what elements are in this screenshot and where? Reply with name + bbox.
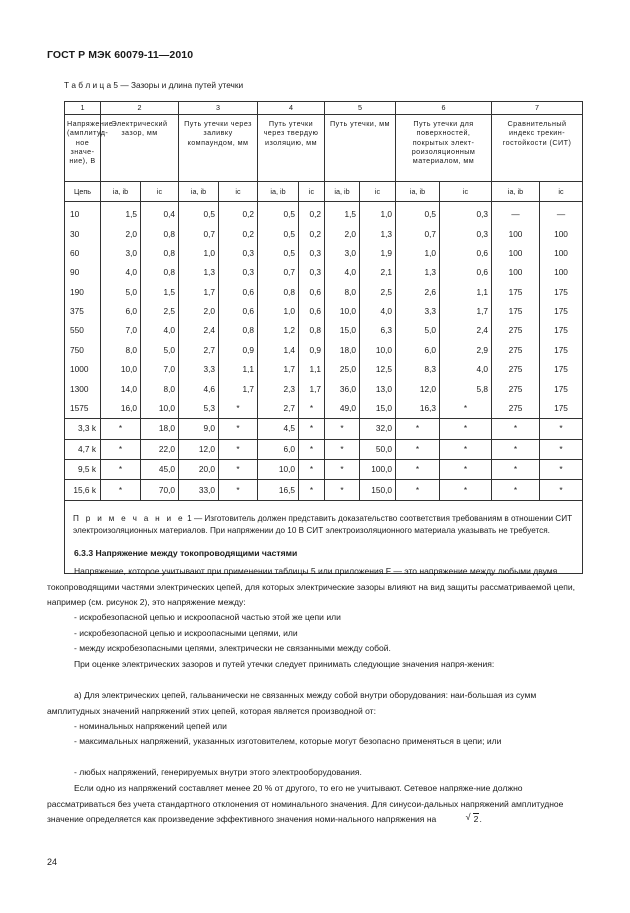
- table-cell: 0,2: [219, 224, 258, 243]
- table-cell: 12,0: [179, 439, 219, 459]
- column-number: 1: [65, 102, 101, 115]
- table-cell: 1,1: [299, 360, 325, 379]
- table-cell: 100,0: [360, 460, 396, 480]
- table-cell: 13,0: [360, 380, 396, 399]
- table-cell: 1,3: [396, 263, 440, 282]
- paragraph: [47, 781, 583, 828]
- column-number-row: [65, 102, 583, 115]
- table-cell: 10,0: [258, 460, 299, 480]
- sub-header-cell: ia, ib: [396, 182, 440, 202]
- table-cell: 100: [540, 263, 583, 282]
- table-cell: 175: [540, 360, 583, 379]
- table-cell: *: [492, 419, 540, 439]
- table-row: [65, 321, 583, 340]
- table-cell: 1,7: [219, 380, 258, 399]
- column-number: 7: [492, 102, 583, 115]
- table-cell: 1,5: [101, 202, 141, 225]
- table-cell: 2,4: [440, 321, 492, 340]
- column-number: 4: [258, 102, 325, 115]
- table-cell: 275: [492, 321, 540, 340]
- paragraph: а) Для электрических цепей, гальванически не связанных между собой внутри оборудования: наи-большая из сумм амплитудных значений напряжений этих цепей, которая является производной от:: [47, 690, 537, 716]
- table-cell: 9,0: [179, 419, 219, 439]
- sub-header-row: [65, 182, 583, 202]
- table-cell: 16,0: [101, 399, 141, 419]
- voltage-cell: 1000: [65, 360, 101, 379]
- table-cell: 175: [540, 283, 583, 302]
- table-cell: 6,0: [258, 439, 299, 459]
- voltage-cell: 550: [65, 321, 101, 340]
- table-note-word: П р и м е ч а н и е: [73, 513, 185, 523]
- table-cell: *: [299, 399, 325, 419]
- table-cell: 12,0: [396, 380, 440, 399]
- column-header-creepage-solid: Путь утечки через твердую изоляцию, мм: [258, 115, 325, 182]
- table-cell: 100: [540, 244, 583, 263]
- table-cell: *: [219, 439, 258, 459]
- table-cell: 0,8: [299, 321, 325, 340]
- table-row: [65, 244, 583, 263]
- voltage-cell: 9,5 k: [65, 460, 101, 480]
- column-header-cti: Сравнительный индекс трекин-гостойкости (СИТ): [492, 115, 583, 182]
- table-cell: *: [219, 399, 258, 419]
- voltage-cell: 10: [65, 202, 101, 225]
- table-cell: 25,0: [325, 360, 360, 379]
- square-root: [439, 812, 480, 828]
- table-cell: 0,6: [440, 263, 492, 282]
- table-cell: *: [299, 460, 325, 480]
- sub-header-cell: ia, ib: [492, 182, 540, 202]
- table-cell: *: [540, 460, 583, 480]
- table-cell: —: [540, 202, 583, 225]
- table-cell: 2,3: [258, 380, 299, 399]
- table-cell: 5,0: [101, 283, 141, 302]
- table-cell: *: [325, 419, 360, 439]
- table-cell: 8,0: [325, 283, 360, 302]
- table-cell: 275: [492, 341, 540, 360]
- table-row: [65, 360, 583, 379]
- sub-header-circuit: Цепь: [65, 182, 101, 202]
- table-cell: 0,7: [258, 263, 299, 282]
- voltage-cell: 190: [65, 283, 101, 302]
- table-row: [65, 380, 583, 399]
- table-cell: 1,7: [299, 380, 325, 399]
- list-item: - максимальных напряжений, указанных изготовителем, которые могут безопасно применяться в цепи; или: [74, 736, 502, 746]
- list-item: - искробезопасной цепью и искроопасной частью этой же цепи или: [74, 612, 341, 622]
- table-cell: *: [219, 419, 258, 439]
- sub-header-cell: ia, ib: [101, 182, 141, 202]
- sub-header-cell: ic: [141, 182, 179, 202]
- table-cell: 10,0: [360, 341, 396, 360]
- table-cell: 6,0: [396, 341, 440, 360]
- table-cell: *: [101, 480, 141, 500]
- table-cell: 1,3: [360, 224, 396, 243]
- table-cell: 1,0: [258, 302, 299, 321]
- table-cell: 1,7: [179, 283, 219, 302]
- list-item: - между искробезопасными цепями, электрически не связанными между собой.: [74, 643, 391, 653]
- table-cell: 150,0: [360, 480, 396, 500]
- table-cell: *: [325, 439, 360, 459]
- column-header-creepage-coated: Путь утечки для поверхностей, покрытых элект-роизоляционным материалом, мм: [396, 115, 492, 182]
- table-cell: *: [325, 480, 360, 500]
- table-cell: 12,5: [360, 360, 396, 379]
- table-cell: 5,3: [179, 399, 219, 419]
- table-cell: 4,0: [101, 263, 141, 282]
- table-cell: 100: [492, 224, 540, 243]
- table-cell: *: [101, 419, 141, 439]
- table-cell: 0,5: [258, 224, 299, 243]
- table-cell: 8,0: [101, 341, 141, 360]
- table-cell: 4,5: [258, 419, 299, 439]
- voltage-cell: 1575: [65, 399, 101, 419]
- voltage-cell: 4,7 k: [65, 439, 101, 459]
- column-number: 5: [325, 102, 396, 115]
- table-cell: *: [299, 439, 325, 459]
- table-row: [65, 263, 583, 282]
- voltage-cell: 375: [65, 302, 101, 321]
- table-cell: 100: [492, 244, 540, 263]
- table-cell: 175: [540, 302, 583, 321]
- table-cell: 2,1: [360, 263, 396, 282]
- table-cell: 0,3: [299, 244, 325, 263]
- table-cell: 36,0: [325, 380, 360, 399]
- column-header-creepage: Путь утечки, мм: [325, 115, 396, 182]
- table-cell: 0,7: [179, 224, 219, 243]
- table-cell: 0,3: [299, 263, 325, 282]
- table-cell: 5,8: [440, 380, 492, 399]
- column-number: 3: [179, 102, 258, 115]
- table-note-text: 1 — Изготовитель должен представить доказательство соответствия требованиям в отношении СИТ электроизоляционных материалов. При напряжении до 10 В СИТ электроизоляционного материала указывать не требуется.: [73, 513, 573, 536]
- table-cell: *: [440, 460, 492, 480]
- table-cell: 4,0: [141, 321, 179, 340]
- table-cell: 1,5: [141, 283, 179, 302]
- table-cell: 2,9: [440, 341, 492, 360]
- table-cell: 6,0: [101, 302, 141, 321]
- table-cell: 45,0: [141, 460, 179, 480]
- table-cell: 100: [540, 224, 583, 243]
- table-cell: 0,8: [141, 263, 179, 282]
- table-cell: 0,3: [219, 263, 258, 282]
- table-cell: 49,0: [325, 399, 360, 419]
- table-cell: *: [440, 480, 492, 500]
- table-cell: 16,5: [258, 480, 299, 500]
- table-note-row: [65, 500, 583, 573]
- table-cell: 6,3: [360, 321, 396, 340]
- sub-header-cell: ic: [219, 182, 258, 202]
- table-cell: 100: [492, 263, 540, 282]
- table-cell: 3,0: [325, 244, 360, 263]
- table-cell: 275: [492, 399, 540, 419]
- table-cell: *: [540, 480, 583, 500]
- table-row: [65, 460, 583, 480]
- table-cell: *: [396, 439, 440, 459]
- page-number: 24: [47, 857, 58, 867]
- table-cell: *: [396, 460, 440, 480]
- table-cell: 2,0: [325, 224, 360, 243]
- table-cell: 3,0: [101, 244, 141, 263]
- table-row: [65, 341, 583, 360]
- table-cell: 0,3: [440, 202, 492, 225]
- table-cell: 175: [540, 341, 583, 360]
- table-cell: 0,5: [258, 244, 299, 263]
- table-cell: 4,0: [440, 360, 492, 379]
- table-cell: 1,0: [179, 244, 219, 263]
- table-cell: 0,8: [141, 224, 179, 243]
- table-row: [65, 439, 583, 459]
- table-cell: 0,5: [396, 202, 440, 225]
- table-row: [65, 302, 583, 321]
- table-cell: 1,2: [258, 321, 299, 340]
- table-cell: 2,6: [396, 283, 440, 302]
- table-cell: *: [492, 460, 540, 480]
- table-cell: 3,3: [179, 360, 219, 379]
- radical-sign: √: [465, 812, 471, 822]
- table-cell: 14,0: [101, 380, 141, 399]
- document-standard-header: ГОСТ Р МЭК 60079-11—2010: [47, 49, 194, 61]
- table-cell: 50,0: [360, 439, 396, 459]
- table-cell: 10,0: [141, 399, 179, 419]
- table-cell: 5,0: [141, 341, 179, 360]
- table-cell: 175: [540, 399, 583, 419]
- table-cell: 1,3: [179, 263, 219, 282]
- table-cell: 0,9: [299, 341, 325, 360]
- column-number: 6: [396, 102, 492, 115]
- table-cell: 32,0: [360, 419, 396, 439]
- column-header-clearance: Электрический зазор, мм: [101, 115, 179, 182]
- table-cell: 1,1: [219, 360, 258, 379]
- table-cell: 1,5: [325, 202, 360, 225]
- table-cell: 175: [540, 321, 583, 340]
- table-cell: 8,3: [396, 360, 440, 379]
- table-cell: 16,3: [396, 399, 440, 419]
- table-cell: 0,8: [219, 321, 258, 340]
- sub-header-cell: ic: [299, 182, 325, 202]
- sub-header-cell: ic: [540, 182, 583, 202]
- table-cell: *: [540, 439, 583, 459]
- table-cell: *: [440, 439, 492, 459]
- table-cell: 2,5: [141, 302, 179, 321]
- voltage-cell: 90: [65, 263, 101, 282]
- table-cell: 33,0: [179, 480, 219, 500]
- table-cell: *: [219, 460, 258, 480]
- table-cell: 175: [492, 302, 540, 321]
- table-cell: 70,0: [141, 480, 179, 500]
- table-cell: *: [492, 439, 540, 459]
- table-cell: 0,3: [219, 244, 258, 263]
- table-cell: 0,2: [219, 202, 258, 225]
- table-row: [65, 419, 583, 439]
- table-cell: 2,4: [179, 321, 219, 340]
- table-cell: 0,6: [299, 283, 325, 302]
- table-cell: 2,0: [101, 224, 141, 243]
- sentence-end: .: [479, 814, 482, 824]
- table-cell: 7,0: [101, 321, 141, 340]
- table-note: [65, 500, 583, 573]
- table-cell: 0,8: [258, 283, 299, 302]
- table-cell: 8,0: [141, 380, 179, 399]
- table-cell: 275: [492, 380, 540, 399]
- table-cell: 7,0: [141, 360, 179, 379]
- table-cell: 4,6: [179, 380, 219, 399]
- table-cell: *: [396, 419, 440, 439]
- table-cell: 1,1: [440, 283, 492, 302]
- table-row: [65, 283, 583, 302]
- column-header-voltage: Напряжение (амплитуд-ное значе-ние), В: [65, 115, 101, 182]
- table-cell: 2,7: [258, 399, 299, 419]
- table-cell: 1,0: [396, 244, 440, 263]
- table-cell: 2,5: [360, 283, 396, 302]
- section-title: 6.3.3 Напряжение между токопроводящими частями: [74, 548, 298, 558]
- table-cell: 1,7: [258, 360, 299, 379]
- table-cell: —: [492, 202, 540, 225]
- table-cell: 4,0: [360, 302, 396, 321]
- voltage-cell: 30: [65, 224, 101, 243]
- table-cell: 0,9: [219, 341, 258, 360]
- table-row: [65, 224, 583, 243]
- table-cell: 0,6: [219, 283, 258, 302]
- table-cell: 18,0: [141, 419, 179, 439]
- table-cell: 175: [540, 380, 583, 399]
- voltage-cell: 1300: [65, 380, 101, 399]
- table-caption: [64, 80, 243, 90]
- table-cell: 10,0: [101, 360, 141, 379]
- table-row: [65, 480, 583, 500]
- paragraph-text: Если одно из напряжений составляет менее 20 % от другого, то его не учитывают. Сетевое напряже-ние должно рассматриваться без учета стандартного отклонения от номинального значения. Для синусои-дальных напряжений амплитудное значение определяется как произведение эффективного значения номи-нального напряжения на: [47, 783, 564, 824]
- table-cell: 0,7: [396, 224, 440, 243]
- table-cell: 0,8: [141, 244, 179, 263]
- table-cell: 275: [492, 360, 540, 379]
- table-cell: 0,6: [219, 302, 258, 321]
- table-cell: *: [396, 480, 440, 500]
- table-cell: *: [325, 460, 360, 480]
- column-header-creepage-compound: Путь утечки через заливку компаундом, мм: [179, 115, 258, 182]
- list-item: - номинальных напряжений цепей или: [74, 721, 227, 731]
- table-cell: 0,6: [299, 302, 325, 321]
- table-row: [65, 399, 583, 419]
- radicand: 2: [473, 814, 479, 824]
- voltage-cell: 15,6 k: [65, 480, 101, 500]
- table-cell: 0,2: [299, 202, 325, 225]
- table-cell: 3,3: [396, 302, 440, 321]
- column-number: 2: [101, 102, 179, 115]
- table-row: [65, 202, 583, 225]
- table-cell: 1,7: [440, 302, 492, 321]
- table-cell: 0,3: [440, 224, 492, 243]
- table-cell: 22,0: [141, 439, 179, 459]
- table-cell: *: [440, 399, 492, 419]
- table-cell: 10,0: [325, 302, 360, 321]
- paragraph: При оценке электрических зазоров и путей утечки следует принимать следующие значения напря-жения:: [74, 659, 495, 669]
- table-cell: *: [440, 419, 492, 439]
- table-cell: 1,4: [258, 341, 299, 360]
- sub-header-cell: ic: [360, 182, 396, 202]
- voltage-cell: 60: [65, 244, 101, 263]
- table-cell: 0,5: [179, 202, 219, 225]
- sub-header-cell: ia, ib: [325, 182, 360, 202]
- table-cell: 15,0: [325, 321, 360, 340]
- paragraph: Напряжение, которое учитывают при применении таблицы 5 или приложения F — это напряжение между любыми двумя токопроводящими частями электрических цепей, для которых электрические зазоры влияют на вид защиты рассматриваемой цепи, например (см. рисунок 2), это напряжение между:: [47, 566, 575, 607]
- table-cell: *: [540, 419, 583, 439]
- table-cell: 175: [492, 283, 540, 302]
- table-cell: 0,2: [299, 224, 325, 243]
- sub-header-cell: ia, ib: [258, 182, 299, 202]
- column-header-row: [65, 115, 583, 182]
- table-cell: *: [219, 480, 258, 500]
- table-cell: *: [299, 419, 325, 439]
- table-cell: 1,9: [360, 244, 396, 263]
- table-cell: 1,0: [360, 202, 396, 225]
- table-caption-word: Т а б л и ц а: [64, 80, 112, 90]
- table-cell: *: [101, 460, 141, 480]
- table-cell: 4,0: [325, 263, 360, 282]
- table-cell: *: [299, 480, 325, 500]
- table-cell: 0,5: [258, 202, 299, 225]
- table-cell: 2,0: [179, 302, 219, 321]
- voltage-cell: 750: [65, 341, 101, 360]
- table-cell: 15,0: [360, 399, 396, 419]
- table-caption-text: 5 — Зазоры и длина путей утечки: [113, 80, 244, 90]
- clearance-creepage-table: [64, 101, 583, 574]
- table-cell: 20,0: [179, 460, 219, 480]
- table-cell: *: [101, 439, 141, 459]
- table-cell: 0,6: [440, 244, 492, 263]
- table-cell: 18,0: [325, 341, 360, 360]
- list-item: - любых напряжений, генерируемых внутри этого электрооборудования.: [74, 767, 362, 777]
- table-cell: 0,4: [141, 202, 179, 225]
- table-cell: *: [492, 480, 540, 500]
- voltage-cell: 3,3 k: [65, 419, 101, 439]
- list-item: - искробезопасной цепью и искроопасными цепями, или: [74, 628, 298, 638]
- table-cell: 5,0: [396, 321, 440, 340]
- table-cell: 2,7: [179, 341, 219, 360]
- sub-header-cell: ia, ib: [179, 182, 219, 202]
- sub-header-cell: ic: [440, 182, 492, 202]
